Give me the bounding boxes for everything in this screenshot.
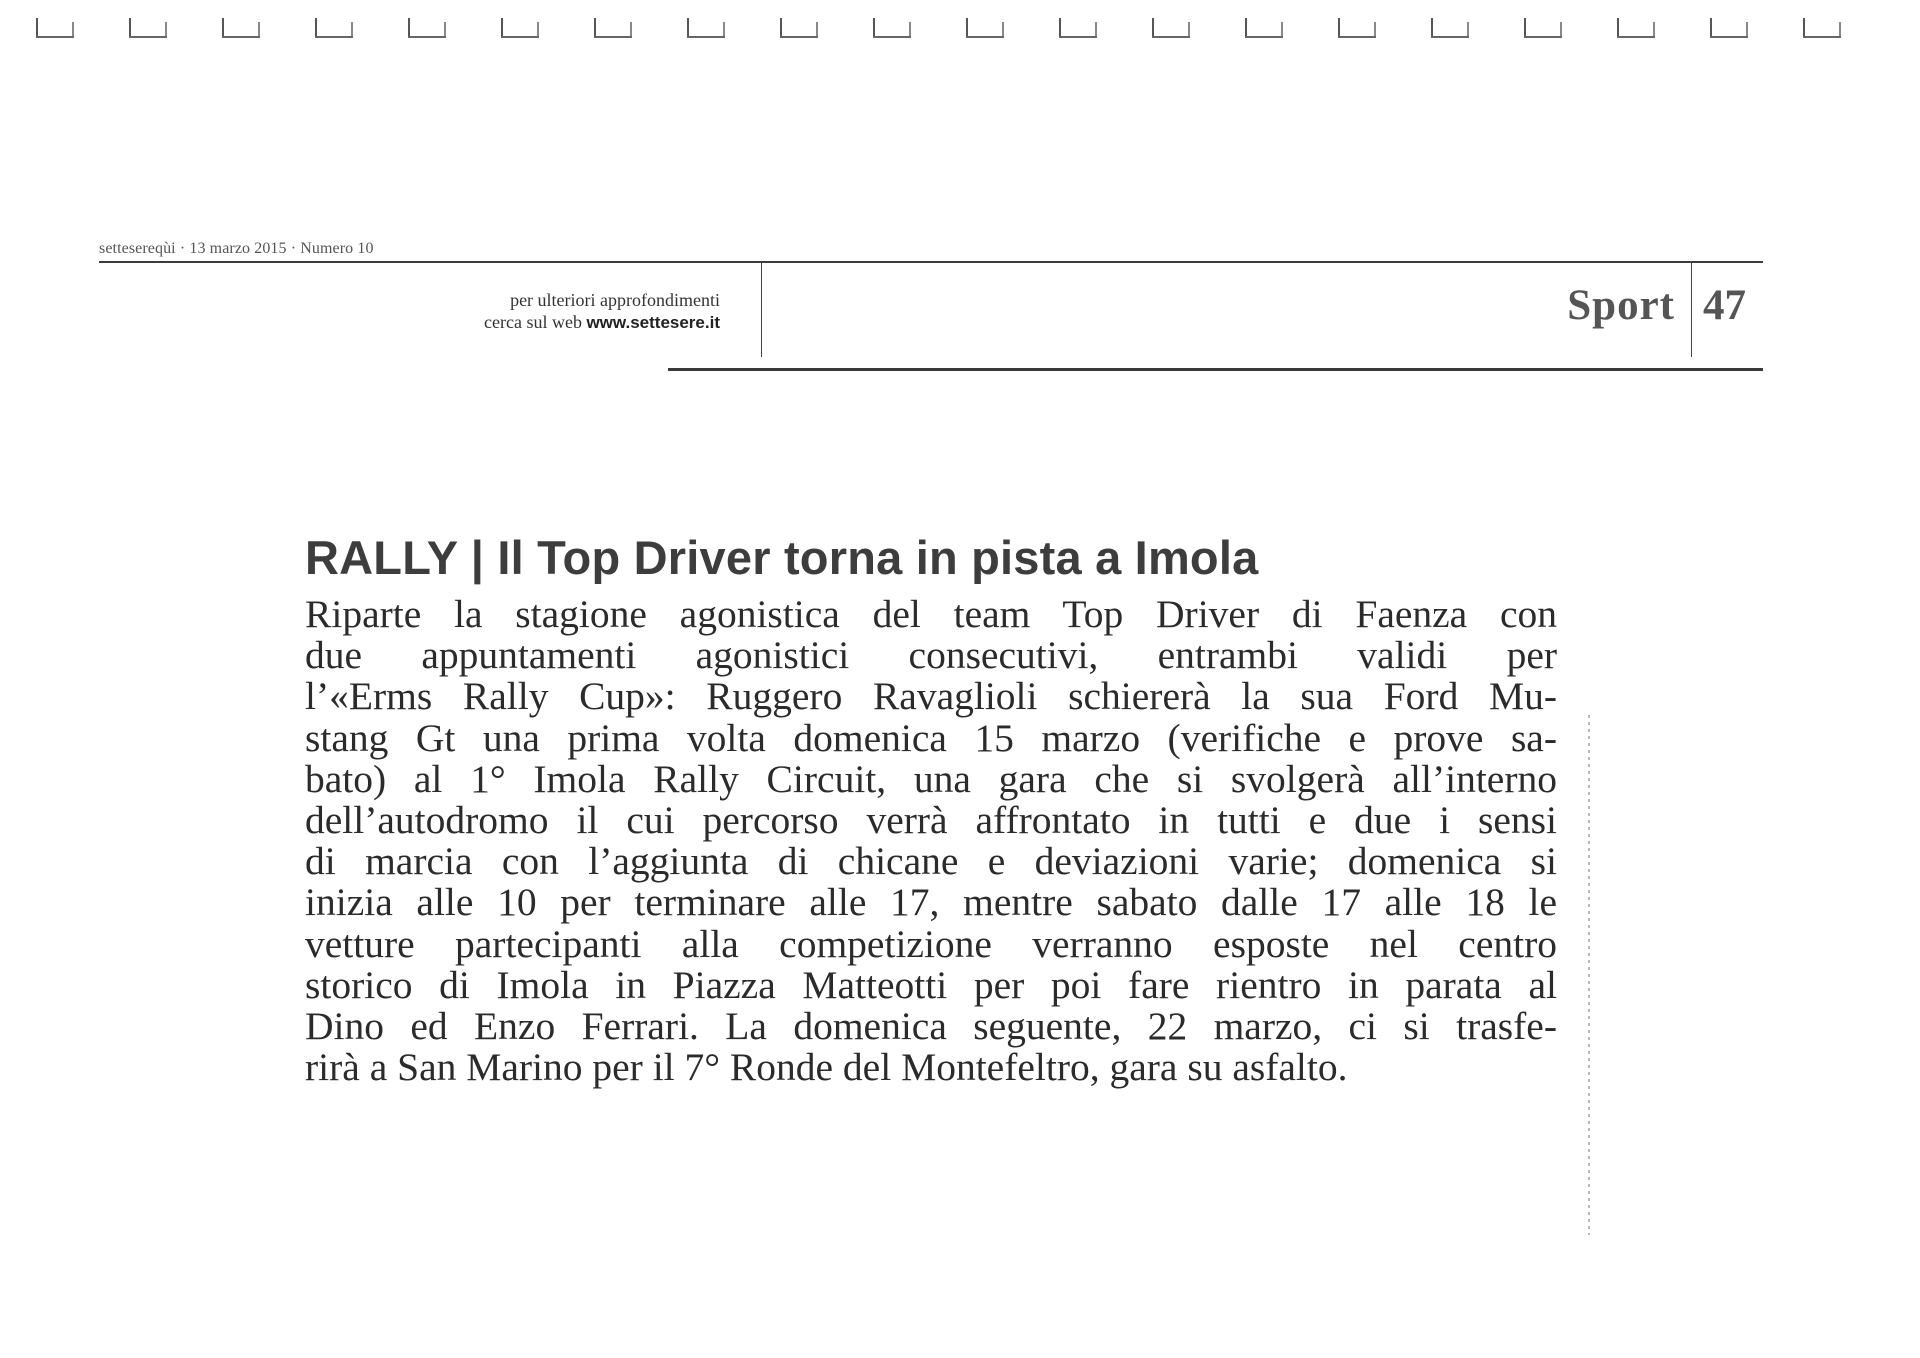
- binder-hole-mark: [123, 14, 171, 40]
- web-info-prefix: cerca sul web: [484, 312, 582, 332]
- article-line: vetture partecipanti alla competizione verranno esposte nel centro: [305, 921, 1557, 966]
- binder-hole-mark: [495, 14, 543, 40]
- binder-hole-mark: [1518, 14, 1566, 40]
- binder-hole-mark: [402, 14, 450, 40]
- binder-hole-mark: [1611, 14, 1659, 40]
- binder-hole-mark: [1797, 14, 1845, 40]
- header-divider: [761, 263, 762, 357]
- scan-edge-artifact: [1588, 715, 1590, 1235]
- binder-hole-mark: [1239, 14, 1287, 40]
- binder-hole-mark: [681, 14, 729, 40]
- binder-hole-mark: [309, 14, 357, 40]
- article-line: di marcia con l’aggiunta di chicane e deviazioni varie; domenica si: [305, 839, 1557, 884]
- article-line: dell’autodromo il cui percorso verrà affrontato in tutti e due i sensi: [305, 797, 1557, 842]
- masthead-issue-info: settesereqùi · 13 marzo 2015 · Numero 10: [99, 240, 374, 257]
- article-line: inizia alle 10 per terminare alle 17, mentre sabato dalle 17 alle 18 le: [305, 880, 1557, 925]
- header-top-rule: [99, 261, 1763, 263]
- binder-hole-mark: [774, 14, 822, 40]
- binder-hole-mark: [1146, 14, 1194, 40]
- binder-hole-mark: [588, 14, 636, 40]
- page-number: 47: [1703, 282, 1746, 329]
- article-line: Dino ed Enzo Ferrari. La domenica seguente, 22 marzo, ci si trasfe-: [305, 1003, 1557, 1048]
- article-line: due appuntamenti agonistici consecutivi, entrambi validi per: [305, 633, 1557, 678]
- article-headline: RALLY | Il Top Driver torna in pista a Imola: [305, 531, 1259, 584]
- header-divider: [1691, 263, 1692, 357]
- binder-hole-mark: [960, 14, 1008, 40]
- web-info-line: per ulteriori approfondimenti: [510, 290, 720, 310]
- binder-hole-mark: [867, 14, 915, 40]
- article-line: storico di Imola in Piazza Matteotti per poi fare rientro in parata al: [305, 962, 1557, 1007]
- article-line: rirà a San Marino per il 7° Ronde del Montefeltro, gara su asfalto.: [305, 1045, 1348, 1090]
- binder-hole-mark: [1425, 14, 1473, 40]
- article-line: bato) al 1° Imola Rally Circuit, una gara che si svolgerà all’interno: [305, 756, 1557, 801]
- binder-holes-strip: [30, 14, 1860, 44]
- binder-hole-mark: [30, 14, 78, 40]
- binder-hole-mark: [1332, 14, 1380, 40]
- website-link[interactable]: www.settesere.it: [586, 313, 720, 332]
- web-info-box: [400, 289, 720, 334]
- article-line: Riparte la stagione agonistica del team Top Driver di Faenza con: [305, 592, 1557, 636]
- binder-hole-mark: [216, 14, 264, 40]
- section-title: Sport: [1567, 282, 1675, 329]
- article-body: [305, 594, 1557, 1088]
- binder-hole-mark: [1053, 14, 1101, 40]
- binder-hole-mark: [1704, 14, 1752, 40]
- web-info-url-line: [400, 311, 720, 334]
- article-line: stang Gt una prima volta domenica 15 marzo (verifiche e prove sa-: [305, 715, 1557, 760]
- header-bottom-rule: [668, 368, 1763, 371]
- article-line: l’«Erms Rally Cup»: Ruggero Ravaglioli schiererà la sua Ford Mu-: [305, 674, 1557, 719]
